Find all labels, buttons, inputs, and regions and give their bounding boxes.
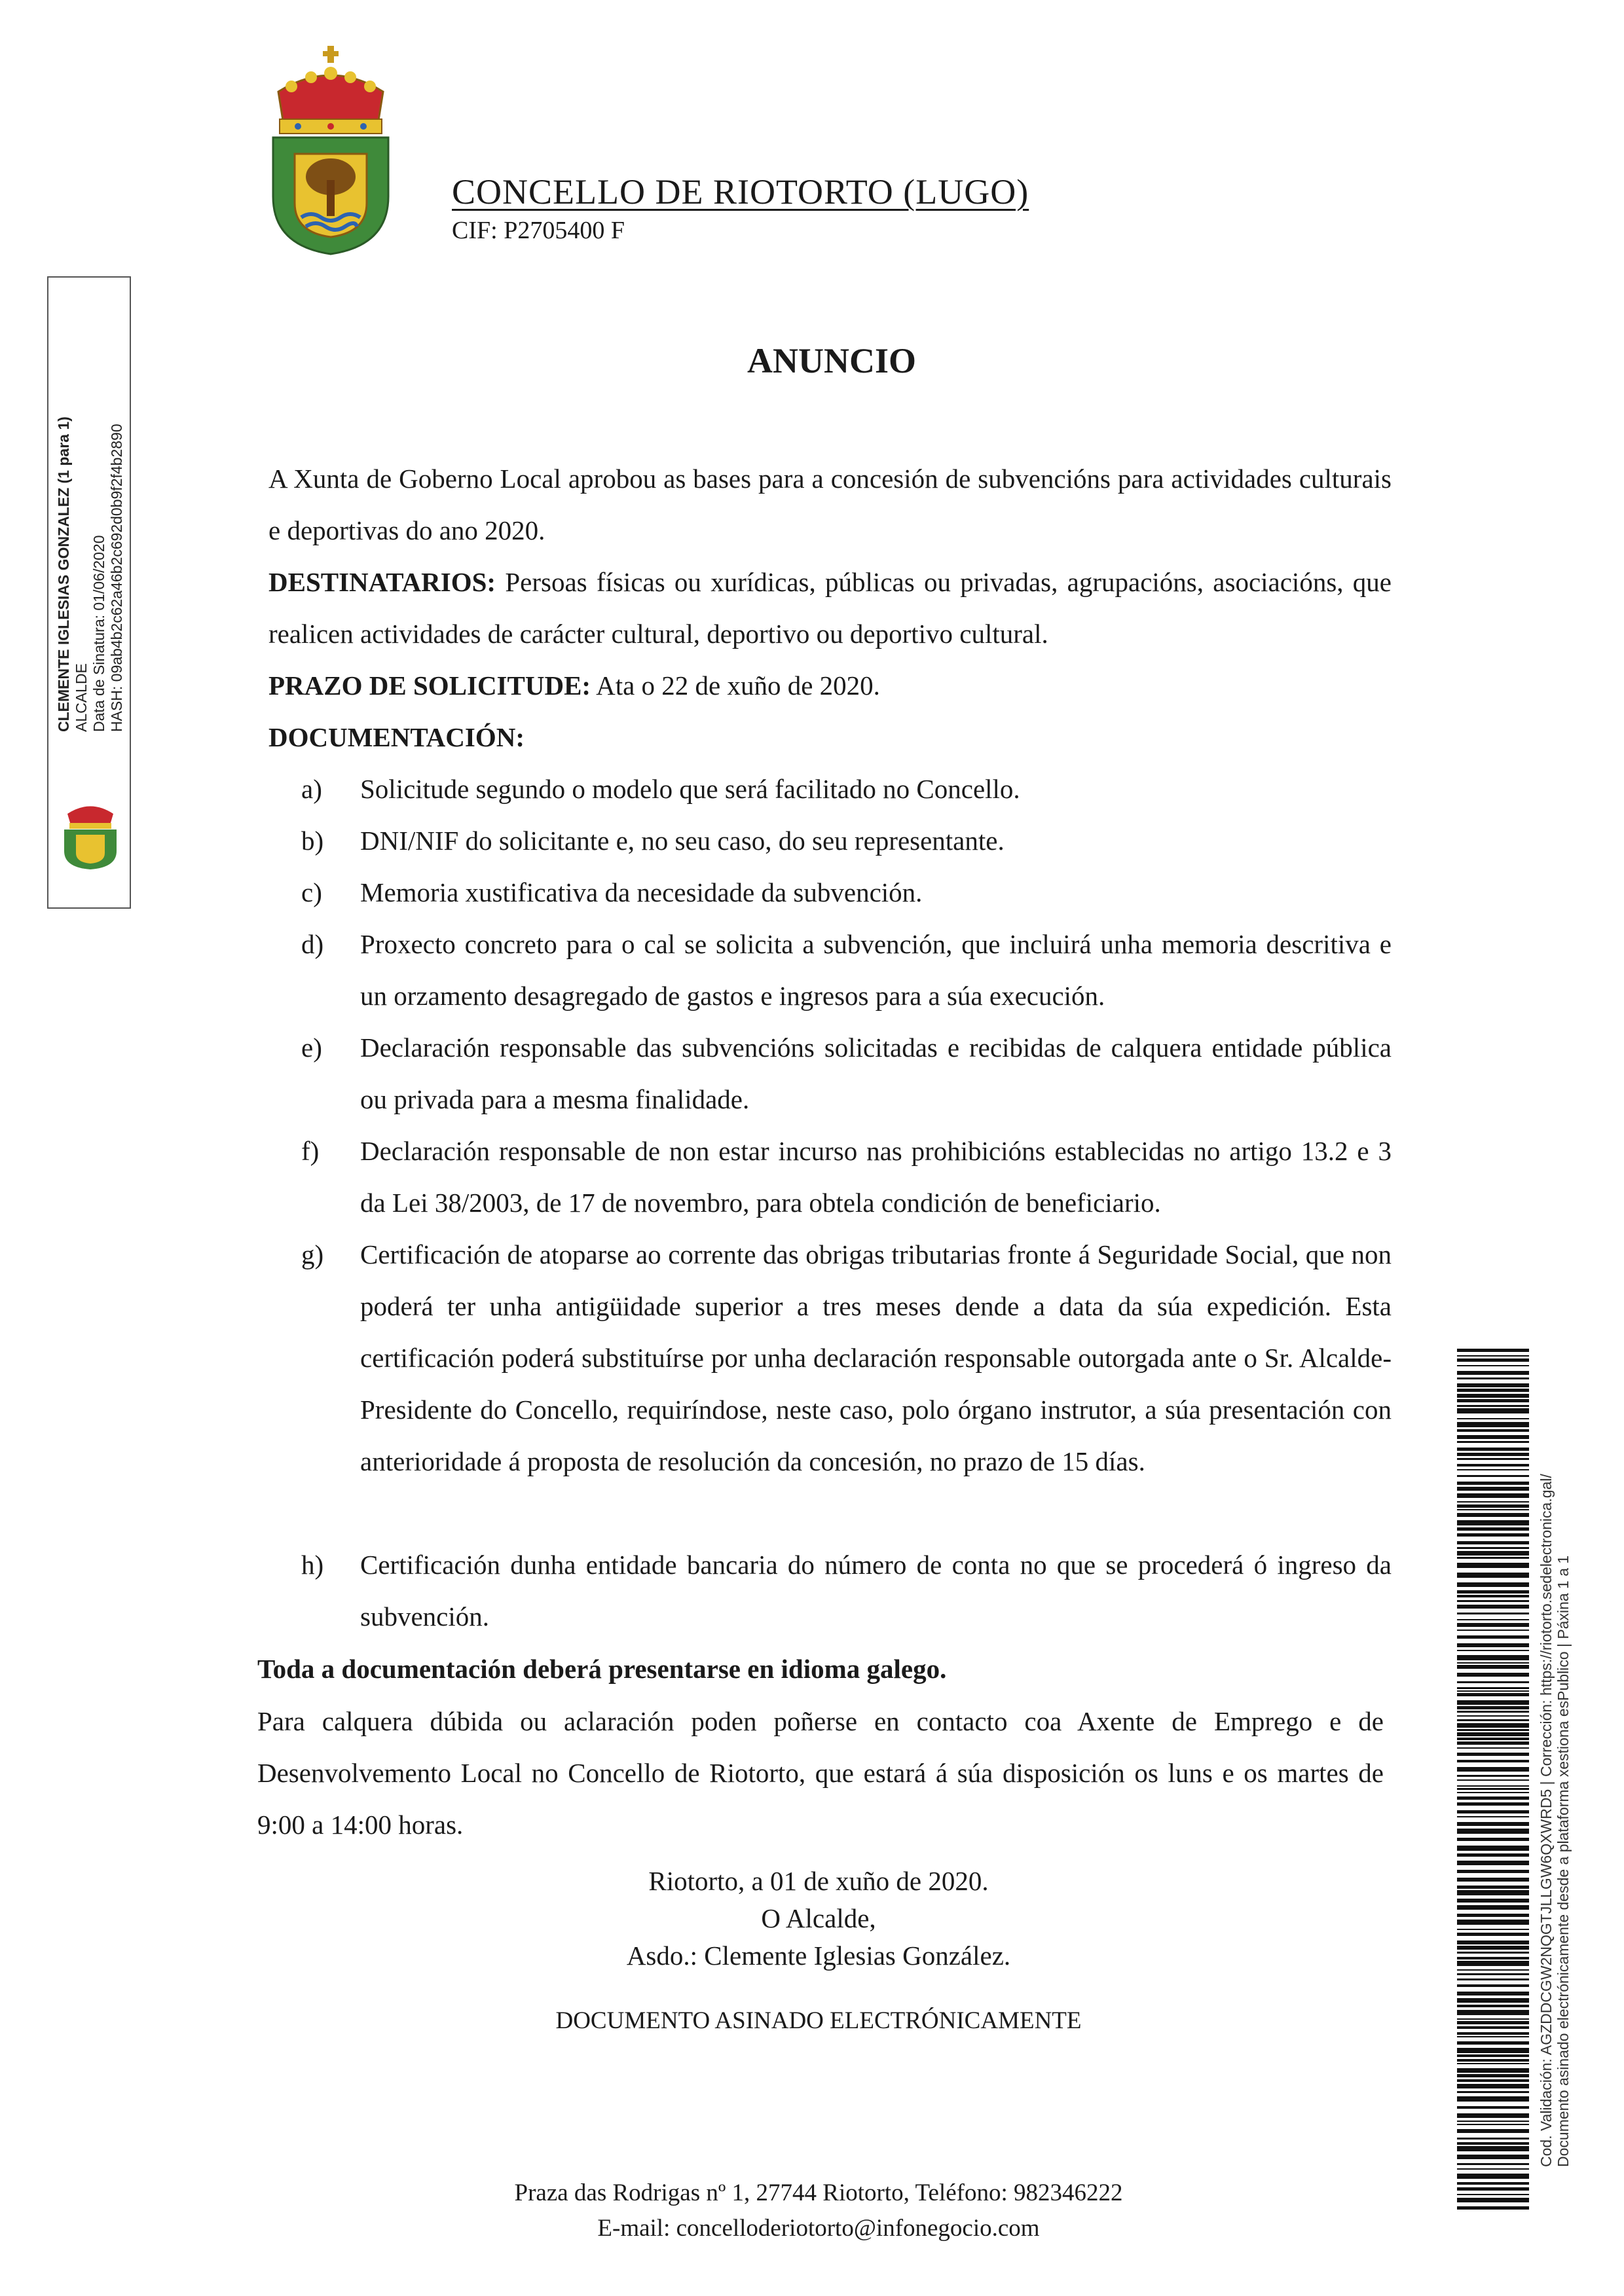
barcode-bar xyxy=(1457,2048,1529,2053)
barcode-bar xyxy=(1457,1551,1529,1556)
list-item xyxy=(301,1125,1392,1229)
prazo-text: Ata o 22 de xuño de 2020. xyxy=(596,670,880,701)
barcode-bar xyxy=(1457,1767,1529,1772)
barcode-bar xyxy=(1457,1719,1529,1721)
barcode-bar xyxy=(1457,1365,1529,1366)
barcode-bar xyxy=(1457,1643,1529,1647)
barcode-bar xyxy=(1457,1557,1529,1559)
barcode-bar xyxy=(1457,2124,1529,2125)
barcode-bar xyxy=(1457,1533,1529,1537)
list-item-label: d) xyxy=(301,929,324,959)
document-heading: ANUNCIO xyxy=(747,341,916,380)
list-item xyxy=(301,867,1392,919)
barcode-bar xyxy=(1457,1961,1529,1966)
barcode-bar xyxy=(1457,2198,1529,2202)
barcode-bar xyxy=(1457,1355,1529,1357)
barcode-bar xyxy=(1457,2059,1529,2062)
barcode-bar xyxy=(1457,1582,1529,1587)
barcode-bar xyxy=(1457,1600,1529,1602)
list-item-text: DNI/NIF do solicitante e, no seu caso, do seu representante. xyxy=(360,826,1005,856)
barcode-bar xyxy=(1457,1690,1529,1692)
barcode-bar xyxy=(1457,2155,1529,2159)
barcode-bar xyxy=(1457,1487,1529,1491)
barcode-bar xyxy=(1457,1422,1529,1427)
list-item xyxy=(301,815,1392,867)
destinatarios-label: DESTINATARIOS: xyxy=(268,567,496,597)
barcode-bar xyxy=(1457,1394,1529,1398)
barcode-bar xyxy=(1457,2113,1529,2118)
barcode-bar xyxy=(1457,2079,1529,2082)
barcode-bar xyxy=(1457,1973,1529,1975)
contact-paragraph: Para calquera dúbida ou aclaración poden poñerse en contacto coa Axente de Emprego e de Desenvolvemento Local no Concello de Riotorto, que estará á súa disposición os luns e os martes de 9:00 a 14:00 horas. xyxy=(257,1706,1384,1840)
barcode-bar xyxy=(1457,1933,1529,1936)
list-item-text: Declaración responsable de non estar incurso nas prohibicións establecidas no artigo 13.2 e 3 da Lei 38/2003, de 17 de novembro, para obtela condición de beneficiario. xyxy=(360,1136,1392,1218)
list-item-text: Proxecto concreto para o cal se solicita a subvención, que incluirá unha memoria descritiva e un orzamento desagregado de gastos e ingresos para a súa execución. xyxy=(360,929,1392,1011)
coat-of-arms-logo xyxy=(265,46,396,255)
barcode-bar xyxy=(1457,2182,1529,2185)
barcode-bar xyxy=(1457,1853,1529,1857)
list-item-text: Solicitude segundo o modelo que será facilitado no Concello. xyxy=(360,774,1020,804)
list-item xyxy=(301,919,1392,1022)
barcode-bar xyxy=(1457,1650,1529,1651)
barcode-bar xyxy=(1457,1605,1529,1609)
barcode-bar xyxy=(1457,1504,1529,1508)
language-notice: Toda a documentación deberá presentarse en idioma galego. xyxy=(257,1654,947,1684)
barcode-bar xyxy=(1457,2018,1529,2020)
validation-platform: Documento asinado electrónicamente desde a plataforma xestiona esPublico | Páxina 1 a 1 xyxy=(1555,1555,1572,2167)
barcode-bar xyxy=(1457,1861,1529,1865)
barcode-bar xyxy=(1457,2063,1529,2064)
barcode-bar xyxy=(1457,1890,1529,1895)
barcode-bar xyxy=(1457,1527,1529,1531)
barcode-bar xyxy=(1457,2146,1529,2151)
list-item xyxy=(301,1229,1392,1487)
barcode-bar xyxy=(1457,1469,1529,1470)
barcode-bar xyxy=(1457,1458,1529,1460)
barcode-bar xyxy=(1457,1992,1529,1995)
barcode-bar xyxy=(1457,1914,1529,1917)
barcode-bar xyxy=(1457,1358,1529,1362)
barcode-bar xyxy=(1457,2106,1529,2109)
barcode-bar xyxy=(1457,1681,1529,1683)
destinatarios-text: Persoas físicas ou xurídicas, públicas ou privadas, agrupacións, asociacións, que realicen actividades de carácter cultural, deportivo ou deportivo cultural. xyxy=(268,567,1392,649)
barcode-bar xyxy=(1457,1441,1529,1443)
barcode-bar xyxy=(1457,1509,1529,1510)
barcode-bar xyxy=(1457,1878,1529,1882)
barcode-bar xyxy=(1457,1493,1529,1498)
barcode-bar xyxy=(1457,1810,1529,1813)
list-item-text: Certificación dunha entidade bancaria do número de conta no que se procederá ó ingreso da subvención. xyxy=(360,1550,1392,1631)
barcode-bar xyxy=(1457,2142,1529,2145)
barcode-bar xyxy=(1457,1377,1529,1379)
barcode-bar xyxy=(1457,1475,1529,1477)
barcode-bar xyxy=(1457,2074,1529,2077)
list-item xyxy=(301,763,1392,815)
barcode-bar xyxy=(1457,1870,1529,1873)
barcode-bar xyxy=(1457,2129,1529,2133)
barcode-bar xyxy=(1457,1687,1529,1689)
barcode-bar xyxy=(1457,1706,1529,1709)
barcode-bar xyxy=(1457,2010,1529,2015)
barcode-bar xyxy=(1457,1635,1529,1639)
barcode-bar xyxy=(1457,1547,1529,1549)
barcode-bar xyxy=(1457,2021,1529,2024)
list-item-label: f) xyxy=(301,1136,320,1166)
barcode-bar xyxy=(1457,1563,1529,1568)
barcode-bar xyxy=(1457,1886,1529,1889)
barcode-bar xyxy=(1457,1700,1529,1705)
barcode-bar xyxy=(1457,1715,1529,1717)
barcode-bar xyxy=(1457,1408,1529,1413)
barcode-bar xyxy=(1457,1448,1529,1451)
barcode-bar xyxy=(1457,1899,1529,1903)
electronic-signature-note: DOCUMENTO ASINADO ELECTRÓNICAMENTE xyxy=(555,2007,1082,2034)
barcode-bar xyxy=(1457,1998,1529,2003)
barcode-bar xyxy=(1457,1738,1529,1740)
barcode-bar xyxy=(1457,1464,1529,1467)
barcode-bar xyxy=(1457,1920,1529,1925)
barcode-bar xyxy=(1457,1711,1529,1713)
list-item-text: Certificación de atoparse ao corrente das obrigas tributarias fronte á Seguridade Social, que non poderá ter unha antigüidade superior a tres meses dende a data da súa expedición. Esta certificación poderá substituírse por unha declaración responsable outorgada ante o Sr. Alcalde-Presidente do Concello, requiríndose, neste caso, polo órgano instrutor, a súa presentación con anterioridade á proposta de resolución da concesión, no prazo de 15 días. xyxy=(360,1239,1392,1476)
barcode-bar xyxy=(1457,2138,1529,2140)
barcode-bar xyxy=(1457,2054,1529,2057)
barcode-bar xyxy=(1457,1662,1529,1664)
barcode-bar xyxy=(1457,1946,1529,1950)
barcode-bar xyxy=(1457,1822,1529,1826)
barcode-bar xyxy=(1457,1978,1529,1980)
barcode-bar xyxy=(1457,1838,1529,1841)
barcode-bar xyxy=(1457,1595,1529,1597)
barcode-bar xyxy=(1457,2206,1529,2210)
place-date: Riotorto, a 01 de xuño de 2020. xyxy=(648,1866,989,1896)
barcode-bar xyxy=(1457,2084,1529,2088)
barcode-bar xyxy=(1457,1788,1529,1790)
signature-stamp-text xyxy=(55,280,126,732)
documentacion-label: DOCUMENTACIÓN: xyxy=(268,722,525,752)
barcode-bar xyxy=(1457,1729,1529,1731)
barcode-bar xyxy=(1457,1775,1529,1777)
barcode-bar xyxy=(1457,2026,1529,2029)
list-item-label: b) xyxy=(301,826,324,856)
barcode-bar xyxy=(1457,1418,1529,1419)
barcode-bar xyxy=(1457,1673,1529,1677)
barcode-bar xyxy=(1457,2163,1529,2165)
barcode-bar xyxy=(1457,1513,1529,1517)
barcode-bar xyxy=(1457,2036,1529,2037)
barcode-bar xyxy=(1457,2194,1529,2195)
validation-text xyxy=(1538,1447,1572,2167)
barcode-bar xyxy=(1457,1905,1529,1910)
barcode-bar xyxy=(1457,1753,1529,1756)
signer-title: O Alcalde, xyxy=(761,1903,876,1933)
small-coat-of-arms-icon xyxy=(58,795,123,871)
barcode-bar xyxy=(1457,1655,1529,1660)
list-item-text: Memoria xustificativa da necesidade da subvención. xyxy=(360,877,923,907)
intro-paragraph: A Xunta de Goberno Local aprobou as bases para a concesión de subvencións para actividades culturais e deportivas do ano 2020. xyxy=(268,464,1392,545)
barcode-bar xyxy=(1457,1371,1529,1375)
list-item-label: e) xyxy=(301,1032,322,1063)
barcode-bar xyxy=(1457,1760,1529,1762)
list-item-label: c) xyxy=(301,877,322,907)
barcode-bar xyxy=(1457,1630,1529,1631)
list-item xyxy=(301,1539,1392,1643)
footer-address: Praza das Rodrigas nº 1, 27744 Riotorto, Teléfono: 982346222 xyxy=(514,2179,1123,2206)
prazo-label: PRAZO DE SOLICITUDE: xyxy=(268,670,591,701)
barcode-bar xyxy=(1457,1732,1529,1736)
validation-code: Cod. Validación: AGZDDCGW2NQGTJLLGW6QXWRD5 | Corrección: https://riotorto.sedelectronica.gal/ xyxy=(1538,1474,1555,2167)
signer-name: CLEMENTE IGLESIAS GONZALEZ (1 para 1) xyxy=(55,416,72,732)
page-title: CONCELLO DE RIOTORTO (LUGO) xyxy=(452,172,1029,211)
footer-email: E-mail: concelloderiotorto@infonegocio.com xyxy=(597,2215,1040,2242)
list-item-text: Declaración responsable das subvencións solicitadas e recibidas de calquera entidade pública ou privada para a mesma finalidade. xyxy=(360,1032,1392,1114)
barcode-bar xyxy=(1457,1405,1529,1407)
barcode-bar xyxy=(1457,1541,1529,1544)
list-item-label: h) xyxy=(301,1550,324,1580)
barcode-bar xyxy=(1457,1383,1529,1387)
destinatarios-paragraph xyxy=(268,556,1392,660)
barcode-bar xyxy=(1457,1723,1529,1728)
barcode-bar xyxy=(1457,2091,1529,2093)
signature-date: Data de Sinatura: 01/06/2020 xyxy=(90,535,107,732)
barcode-bar xyxy=(1457,1623,1529,1627)
barcode-bar xyxy=(1457,1779,1529,1781)
barcode-bar xyxy=(1457,1984,1529,1987)
barcode-bar xyxy=(1457,2041,1529,2045)
barcode-bar xyxy=(1457,1957,1529,1959)
prazo-paragraph xyxy=(268,660,1392,712)
barcode-bar xyxy=(1457,2005,1529,2007)
signature-hash: HASH: 09ab4b2c62a46b2c692d0b9f2f4b2890 xyxy=(108,424,125,732)
barcode-bar xyxy=(1457,1846,1529,1851)
barcode-bar xyxy=(1457,1969,1529,1971)
barcode-bar xyxy=(1457,2096,1529,2102)
barcode-bar xyxy=(1457,1802,1529,1806)
barcode-icon xyxy=(1457,1349,1529,2213)
list-item xyxy=(301,1022,1392,1125)
barcode-bar xyxy=(1457,1520,1529,1525)
barcode-bar xyxy=(1457,1665,1529,1669)
barcode-bar xyxy=(1457,1573,1529,1578)
barcode-bar xyxy=(1457,2032,1529,2035)
barcode-bar xyxy=(1457,1796,1529,1800)
signed-by: Asdo.: Clemente Iglesias González. xyxy=(626,1941,1011,1971)
barcode-bar xyxy=(1457,1785,1529,1787)
barcode-bar xyxy=(1457,1349,1529,1352)
barcode-bar xyxy=(1457,1816,1529,1817)
barcode-bar xyxy=(1457,1590,1529,1594)
barcode-bar xyxy=(1457,2121,1529,2122)
barcode-bar xyxy=(1457,1829,1529,1834)
barcode-bar xyxy=(1457,1941,1529,1944)
barcode-bar xyxy=(1457,1741,1529,1745)
barcode-bar xyxy=(1457,2187,1529,2191)
list-item-label: g) xyxy=(301,1239,324,1269)
barcode-bar xyxy=(1457,1429,1529,1432)
cif-number: CIF: P2705400 F xyxy=(452,217,625,244)
barcode-bar xyxy=(1457,1501,1529,1503)
barcode-bar xyxy=(1457,1792,1529,1793)
barcode-bar xyxy=(1457,1399,1529,1402)
barcode-bar xyxy=(1457,1952,1529,1954)
barcode-bar xyxy=(1457,1435,1529,1439)
barcode-bar xyxy=(1457,1613,1529,1614)
list-item-label: a) xyxy=(301,774,322,804)
barcode-bar xyxy=(1457,1693,1529,1696)
barcode-bar xyxy=(1457,2168,1529,2170)
signer-role: ALCALDE xyxy=(73,663,90,732)
barcode-bar xyxy=(1457,1619,1529,1620)
barcode-bar xyxy=(1457,1482,1529,1485)
barcode-bar xyxy=(1457,1929,1529,1930)
barcode-bar xyxy=(1457,1453,1529,1456)
barcode-bar xyxy=(1457,2068,1529,2073)
barcode-bar xyxy=(1457,1747,1529,1749)
barcode-bar xyxy=(1457,1389,1529,1392)
barcode-bar xyxy=(1457,2174,1529,2179)
